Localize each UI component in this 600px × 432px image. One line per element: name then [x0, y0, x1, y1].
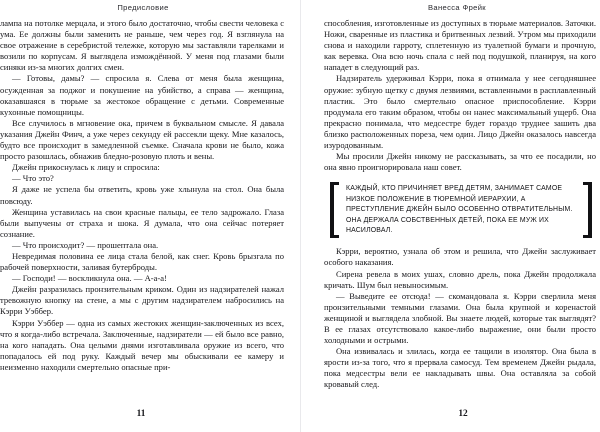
paragraph: Все случилось в мгновение ока, причем в буквальном смысле. Я давала указания Джейн Финч, а уже через секунду ей рассекли щеку. Мне казалось, будто все происходит в замедленной съемке. Сначала крови не было, кожа просто разошлась, обнажив бледно-розовую плоть и вены.	[0, 117, 284, 162]
paragraph: Джейн прикоснулась к лицу и спросила:	[12, 162, 160, 173]
paragraph: Невредимая половина ее лица стала белой, как снег. Кровь брызгала по рабочей поверхности, заливая бутерброды.	[0, 250, 284, 273]
paragraph: Кэрри, вероятно, узнала об этом и решила, что Джейн заслуживает особого наказания.	[324, 246, 596, 268]
paragraph: Мы просили Джейн никому не рассказывать, за что ее посадили, но она явно проигнорировала наш совет.	[324, 151, 596, 173]
paragraph: — Господи! — воскликнула она. — А-а-а!	[12, 273, 167, 284]
pull-quote-box	[324, 182, 596, 238]
left-bracket-icon	[330, 182, 339, 238]
paragraph: — Что это?	[12, 173, 54, 184]
paragraph: Кэрри Уэббер — одна из самых жестоких женщин-заключенных из всех, что я когда-либо встречала. Заключенные, надзиратели — ей было все равно, на кого нападать. Она целыми днями изготавливала оружие из всего, что попадалось ей под руку. Каждый вечер мы обыскивали ее камеру и неизменно находили смертельно опасные при-	[0, 317, 284, 372]
page-number-right: 12	[458, 409, 468, 419]
left-page-text-column	[0, 16, 286, 407]
paragraph: Джейн разразилась пронзительным криком. Один из надзирателей нажал тревожную кнопку на стене, а мы с другим надзирателем набросились на Кэрри Уэббер.	[0, 284, 284, 317]
right-bracket-icon	[583, 182, 592, 238]
paragraph: способления, изготовленные из доступных в тюрьме материалов. Заточки. Ножи, сваренные из пластика и бритвенных лезвий. Утром мы приходили снова и находили гарроту, сплетенную из туалетной бумаги и прочную, как веревка. Она всю ночь спала с ней под подушкой, планируя, на кого нападет в следующий раз.	[324, 18, 596, 73]
paragraph: Я даже не успела бы ответить, кровь уже хлынула на стол. Она была повсюду.	[0, 184, 284, 206]
paragraph: лампа на потолке мерцала, и этого было достаточно, чтобы свести человека с ума. Ее должны были заменить не раньше, чем через год. Я взглянула на свое отражение в серебристой тележке, которую мы заставляли тарелками и возили по корпусам. Я выглядела измождённой. У меня под глазами были синяки из-за многих долгих смен.	[0, 18, 284, 73]
page-number-left: 11	[136, 409, 146, 419]
pull-quote-text: КАЖДЫЙ, КТО ПРИЧИНЯЕТ ВРЕД ДЕТЯМ, ЗАНИМАЕТ САМОЕ НИЗКОЕ ПОЛОЖЕНИЕ В ТЮРЕМНОЙ ИЕРАРХИИ, А ПРЕСТУПЛЕНИЕ ДЖЕЙН БЫЛО ОСОБЕННО ОТВРАТИТЕЛЬНЫМ. ОНА ДЕРЖАЛА СОБСТВЕННЫХ ДЕТЕЙ, ПОКА ЕЕ МУЖ ИХ НАСИЛОВАЛ.	[346, 185, 573, 234]
paragraph: Она извивалась и злилась, когда ее тащили в изолятор. Она была в ярости из-за того, что я прервала самосуд. Тем временем Джейн рыдала, пока медсестры вели ее накладывать швы. Она оставляла за собой кровавый след.	[324, 346, 596, 390]
right-page	[300, 0, 600, 432]
paragraph: — Готовы, дамы? — спросила я. Слева от меня была женщина, осужденная за поджог и покушение на убийство, а справа — женщина, оказавшаяся в тюрьме за жестокое обращение с детьми. Современные кухонные помощницы.	[0, 73, 284, 117]
paragraph: — Что происходит? — прошептала она.	[12, 239, 159, 250]
paragraph: Женщина уставилась на свои красные пальцы, ее тело задрожало. Глаза были выпучены от страха и шока. Я думала, что она сейчас потеряет сознание.	[0, 206, 284, 239]
paragraph: — Выведите ее отсюда! — скомандовала я. Кэрри сверлила меня пронзительными темными глазами. Она была крупной и коренастой женщиной и выглядела злобной. Вы знаете людей, которые так выглядят? В ее глазах отсутствовало какое-либо выражение, они были просто холодными и острыми.	[324, 290, 596, 346]
right-page-text-column	[314, 16, 600, 407]
paragraph: Сирена ревела в моих ушах, словно дрель, пока Джейн продолжала кричать. Шум был невыносимым.	[324, 268, 596, 290]
paragraph: Надзиратель удерживал Кэрри, пока я отнимала у нее сегодняшнее оружие: зубную щетку с двумя лезвиями, вставленными в расплавленный пластик. Это было смертельно опасное приспособление. Кэрри продумала его таким образом, чтобы он нанес максимальный ущерб. Она прекрасно понимала, что медсестре будет гораздо труднее зашить два близко расположенных пореза, чем один. Лицо Джейн оказалось навсегда изуродованным.	[324, 73, 596, 151]
running-head-left: Предисловие	[117, 3, 169, 12]
running-head-right: Ванесса Фрейк	[428, 3, 486, 12]
